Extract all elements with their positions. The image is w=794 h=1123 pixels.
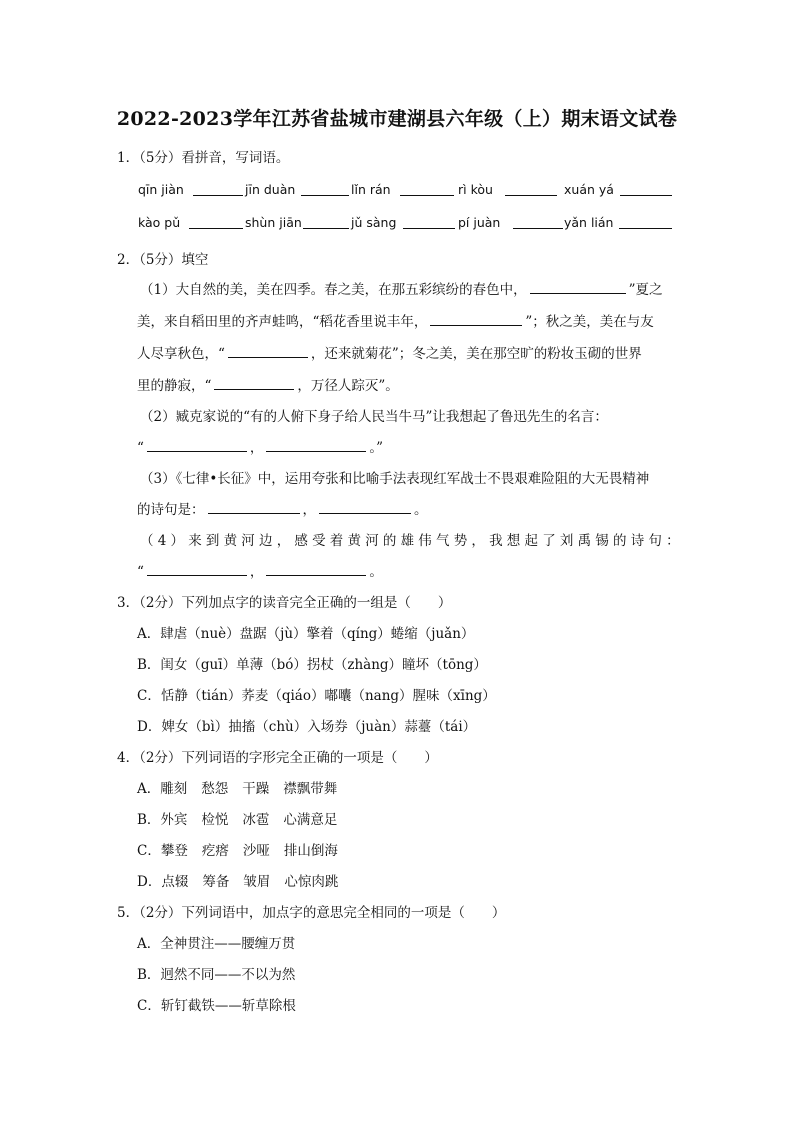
- option-a[interactable]: A．肆虐（nuè）盘踞（jù）擎着（qíng）蜷缩（juǎn）: [137, 626, 475, 642]
- fill-line: 人尽享秋色，“ ，还来就菊花”；冬之美，美在那空旷的粉妆玉砌的世界: [137, 342, 642, 362]
- answer-blank[interactable]: [403, 214, 455, 229]
- answer-blank[interactable]: [266, 437, 366, 452]
- pinyin-item: shùn jiān: [245, 215, 302, 230]
- answer-blank[interactable]: [513, 214, 563, 229]
- answer-blank[interactable]: [505, 181, 557, 196]
- option-c[interactable]: C．斩钉截铁——斩草除根: [137, 998, 296, 1014]
- pinyin-item: pí juàn: [458, 215, 501, 230]
- option-c[interactable]: C．攀登 疙瘩 沙哑 排山倒海: [137, 843, 338, 859]
- answer-blank[interactable]: [530, 279, 626, 294]
- answer-blank[interactable]: [147, 561, 247, 576]
- fill-line: 里的静寂，“ ，万径人踪灭”。: [137, 374, 399, 394]
- answer-blank[interactable]: [430, 311, 522, 326]
- answer-blank[interactable]: [147, 437, 247, 452]
- fill-line: （2）臧克家说的“有的人俯下身子给人民当牛马”让我想起了鲁迅先生的名言：: [140, 409, 608, 425]
- option-a[interactable]: A．全神贯注——腰缠万贯: [137, 936, 296, 952]
- pinyin-item: rì kòu: [458, 182, 493, 197]
- option-c[interactable]: C．恬静（tián）荞麦（qiáo）嘟囔（nang）腥味（xīng）: [137, 688, 496, 704]
- pinyin-item: lǐn rán: [351, 182, 391, 197]
- option-b[interactable]: B．外宾 检悦 冰雹 心满意足: [137, 812, 338, 828]
- answer-blank[interactable]: [228, 343, 308, 358]
- fill-line: “ ， 。: [137, 560, 383, 580]
- answer-blank[interactable]: [303, 214, 349, 229]
- fill-line: （1）大自然的美，美在四季。春之美，在那五彩缤纷的春色中， ”夏之: [140, 278, 663, 298]
- question-2-stem: 2．（5分）填空: [117, 252, 209, 268]
- answer-blank[interactable]: [301, 181, 349, 196]
- fill-line: （3）《七律•长征》中，运用夸张和比喻手法表现红军战士不畏艰难险阻的大无畏精神: [140, 471, 650, 487]
- option-d[interactable]: D．婢女（bì）抽搐（chù）入场券（juàn）蒜薹（tái）: [137, 719, 477, 735]
- pinyin-item: yǎn lián: [564, 215, 614, 230]
- option-a[interactable]: A．雕刻 愁怨 干躁 襟飘带舞: [137, 781, 338, 797]
- fill-line: “ ， 。”: [137, 436, 383, 456]
- answer-blank[interactable]: [214, 375, 294, 390]
- fill-line: 美，来自稻田里的齐声蛙鸣，“稻花香里说丰年， ”；秋之美，美在与友: [137, 310, 654, 330]
- question-4-stem: 4．（2分）下列词语的字形完全正确的一项是（ ）: [117, 750, 438, 766]
- page-title: 2022-2023学年江苏省盐城市建湖县六年级（上）期末语文试卷: [116, 108, 678, 130]
- answer-blank[interactable]: [193, 181, 243, 196]
- question-3-stem: 3．（2分）下列加点字的读音完全正确的一组是（ ）: [117, 595, 452, 611]
- pinyin-item: jīn duàn: [245, 182, 296, 197]
- answer-blank[interactable]: [619, 214, 672, 229]
- answer-blank[interactable]: [266, 561, 366, 576]
- answer-blank[interactable]: [189, 214, 243, 229]
- option-d[interactable]: D．点辍 筹备 皱眉 心惊肉跳: [137, 874, 339, 890]
- answer-blank[interactable]: [400, 181, 454, 196]
- pinyin-item: xuán yá: [564, 182, 614, 197]
- fill-line: （4）来到黄河边，感受着黄河的雄伟气势，我想起了刘禹锡的诗句：: [140, 533, 684, 549]
- fill-line: 的诗句是： ， 。: [137, 498, 428, 518]
- question-1-stem: 1．（5分）看拼音，写词语。: [117, 150, 290, 166]
- answer-blank[interactable]: [319, 499, 411, 514]
- answer-blank[interactable]: [208, 499, 300, 514]
- question-5-stem: 5．（2分）下列词语中，加点字的意思完全相同的一项是（ ）: [117, 905, 506, 921]
- answer-blank[interactable]: [620, 181, 672, 196]
- option-b[interactable]: B．闺女（guī）单薄（bó）拐杖（zhàng）瞳坏（tōng）: [137, 657, 487, 673]
- pinyin-item: qīn jiàn: [138, 182, 184, 197]
- option-b[interactable]: B．迥然不同——不以为然: [137, 967, 296, 983]
- pinyin-item: kào pǔ: [138, 215, 181, 230]
- pinyin-item: jǔ sàng: [351, 215, 397, 230]
